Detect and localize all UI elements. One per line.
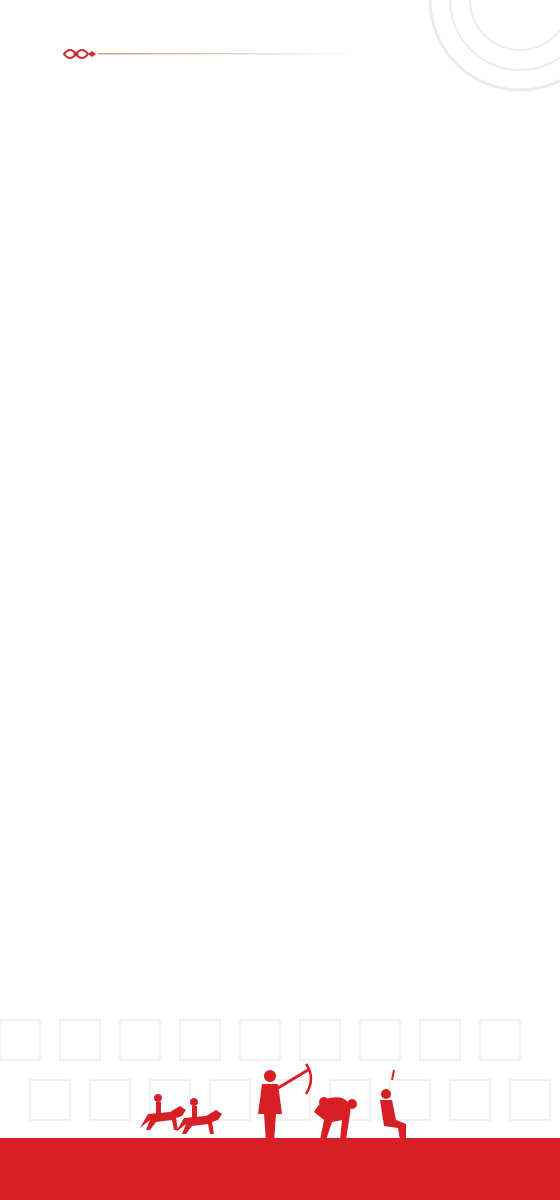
footer-band — [0, 1138, 560, 1200]
sport-silhouettes — [130, 1058, 430, 1142]
header-ornament — [62, 44, 362, 64]
corner-ornament — [400, 0, 560, 100]
